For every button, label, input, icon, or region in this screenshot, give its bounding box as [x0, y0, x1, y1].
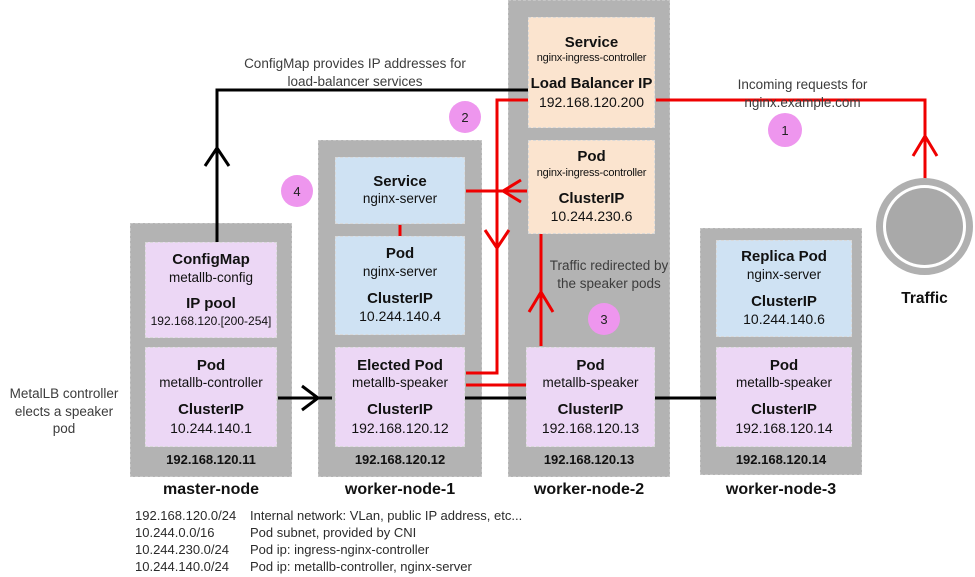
- box-name: nginx-server: [362, 263, 438, 279]
- box-name: metallb-speaker: [735, 375, 833, 391]
- legend-desc: Pod subnet, provided by CNI: [250, 525, 417, 540]
- box-ip: 192.168.120.[200-254]: [150, 314, 272, 329]
- step-marker-2: 2: [449, 101, 481, 133]
- legend-row: [135, 524, 522, 541]
- box-subtitle: ClusterIP: [557, 401, 624, 419]
- box-name: nginx-server: [362, 191, 438, 207]
- box-subtitle: ClusterIP: [751, 292, 817, 310]
- box-ip: 10.244.140.1: [170, 419, 252, 436]
- box-title: ConfigMap: [172, 250, 250, 268]
- worker-node-2-ip: 192.168.120.13: [543, 452, 635, 467]
- box-name: metallb-config: [168, 269, 254, 285]
- master-node-ip: 192.168.120.11: [166, 452, 256, 467]
- metallb-elect-note-line2: elects a speaker pod: [14, 403, 114, 437]
- box-name: metallb-speaker: [351, 375, 449, 391]
- network-legend: [135, 507, 522, 575]
- legend-desc: Pod ip: ingress-nginx-controller: [250, 542, 430, 557]
- box-subtitle: IP pool: [186, 295, 236, 313]
- box-title: Pod: [385, 245, 415, 263]
- traffic-redirect-note-line1: Traffic redirected by: [549, 258, 669, 273]
- elected-speaker-pod-box: [335, 347, 465, 447]
- box-subtitle: ClusterIP: [367, 289, 433, 307]
- step-marker-4: 4: [281, 175, 313, 207]
- box-name: nginx-ingress-controller: [536, 52, 647, 65]
- master-node-label: master-node: [162, 481, 260, 498]
- box-subtitle: ClusterIP: [751, 401, 817, 419]
- replica-pod-box: [716, 240, 852, 337]
- worker-node-2-label: worker-node-2: [533, 481, 645, 498]
- speaker-pod-box-w3: [716, 347, 852, 447]
- box-subtitle: ClusterIP: [367, 401, 433, 419]
- legend-row: [135, 507, 522, 524]
- traffic-source-icon: [876, 178, 973, 275]
- step-marker-1: 1: [768, 113, 802, 147]
- worker-node-3-label: worker-node-3: [725, 481, 837, 498]
- metallb-controller-pod-box: [145, 347, 277, 447]
- legend-cidr: 192.168.120.0/24: [135, 508, 237, 523]
- worker-node-3-ip: 192.168.120.14: [735, 452, 827, 467]
- box-ip: 10.244.140.4: [359, 308, 441, 325]
- box-ip: 192.168.120.200: [538, 93, 645, 110]
- legend-cidr: 10.244.140.0/24: [135, 559, 229, 574]
- box-title: Replica Pod: [741, 248, 827, 266]
- configmap-box: [145, 242, 277, 338]
- configmap-note: [235, 55, 475, 90]
- metallb-elect-note-line1: MetalLB controller: [9, 386, 119, 401]
- legend-desc: Pod ip: metallb-controller, nginx-server: [250, 559, 472, 574]
- traffic-redirect-note-line2: the speaker pods: [557, 275, 661, 291]
- box-ip: 192.168.120.13: [541, 419, 640, 436]
- box-subtitle: ClusterIP: [558, 189, 625, 207]
- incoming-requests-note: Incoming requests for nginx.example.com: [737, 77, 868, 110]
- speaker-pod-box-w2: [526, 347, 655, 447]
- box-title: Pod: [196, 356, 226, 374]
- worker-node-1-ip: 192.168.120.12: [354, 452, 446, 467]
- nginx-pod-box: [335, 236, 465, 335]
- box-subtitle: Load Balancer IP: [530, 75, 653, 93]
- loadbalancer-service-box: [528, 17, 655, 128]
- legend-desc: Internal network: VLan, public IP address, etc...: [250, 508, 523, 523]
- box-ip: 10.244.140.6: [743, 311, 825, 328]
- configmap-note-line1: ConfigMap provides IP addresses for: [244, 56, 466, 71]
- box-ip: 192.168.120.12: [351, 419, 449, 436]
- box-name: metallb-controller: [159, 375, 263, 391]
- traffic-source-inner: [886, 188, 963, 265]
- traffic-redirect-note: [545, 257, 673, 292]
- box-name: nginx-server: [746, 266, 822, 282]
- box-title: Pod: [769, 356, 799, 374]
- step-marker-3: 3: [588, 303, 620, 335]
- lb-to-elected-line: [466, 100, 528, 373]
- legend-row: [135, 541, 522, 558]
- traffic-label: Traffic: [901, 290, 948, 307]
- box-name: metallb-speaker: [542, 375, 639, 391]
- box-subtitle: ClusterIP: [178, 401, 244, 419]
- box-ip: 10.244.230.6: [550, 208, 633, 225]
- worker-node-1-label: worker-node-1: [344, 481, 456, 498]
- nginx-service-box: [335, 157, 465, 224]
- box-title: Service: [373, 172, 427, 190]
- box-name: nginx-ingress-controller: [536, 166, 647, 179]
- box-title: Service: [564, 33, 619, 51]
- box-title: Pod: [576, 356, 605, 374]
- legend-cidr: 10.244.230.0/24: [135, 542, 229, 557]
- box-title: Pod: [577, 148, 606, 166]
- legend-row: [135, 558, 522, 575]
- metallb-elect-note: [2, 385, 126, 438]
- box-ip: 192.168.120.14: [735, 419, 833, 436]
- box-title: Elected Pod: [357, 356, 443, 374]
- ingress-pod-box: [528, 140, 655, 234]
- configmap-note-line2: load-balancer services: [287, 73, 423, 89]
- legend-cidr: 10.244.0.0/16: [135, 525, 215, 540]
